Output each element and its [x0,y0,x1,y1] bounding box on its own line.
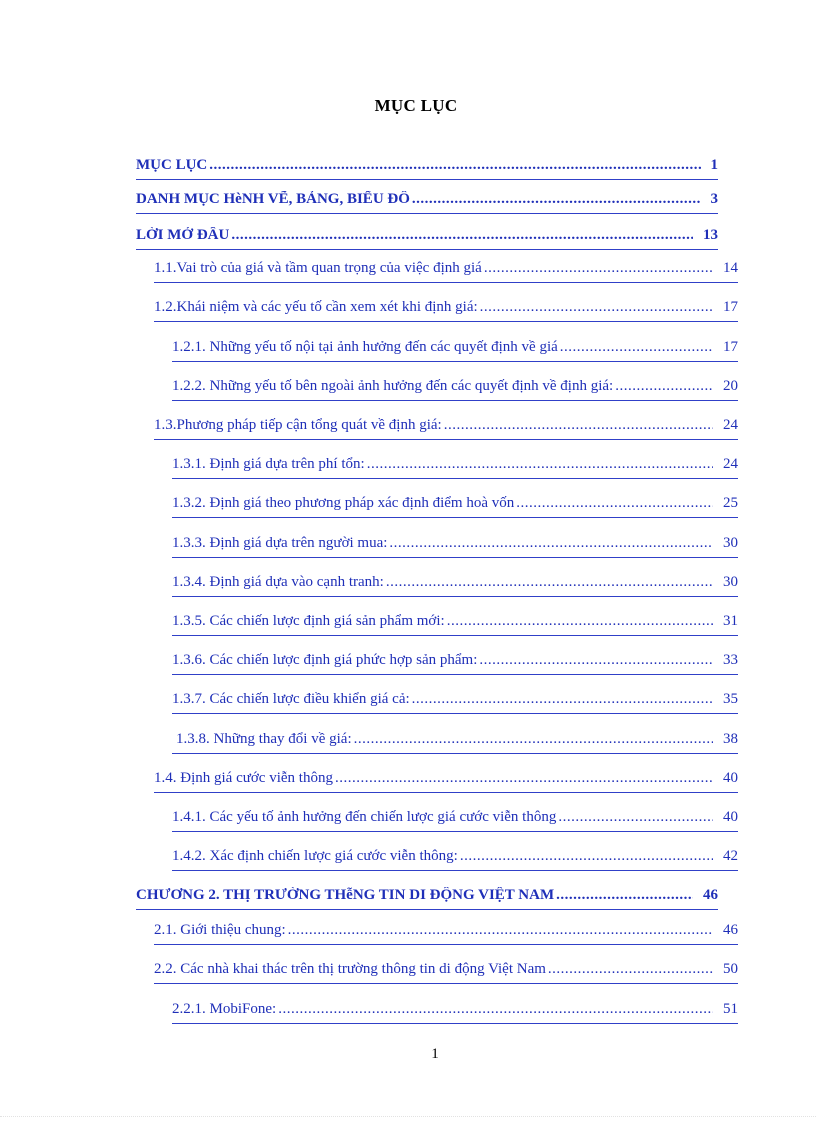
toc-title: MỤC LỤC [374,96,458,115]
toc-entry-text: 1.3.4. Định giá dựa vào cạnh tranh: [172,574,384,590]
toc-entry-page: 31 [723,613,738,629]
toc-entry-page: 30 [723,535,738,551]
toc-entry-text: 1.3.1. Định giá dựa trên phí tổn: [172,456,365,472]
toc-entry[interactable] [172,574,738,597]
toc-entry-page: 25 [723,495,738,511]
toc-leader-dots [231,227,693,244]
toc-leader-dots [479,652,713,669]
toc-entry[interactable] [172,1001,738,1024]
toc-entry-page: 35 [723,691,738,707]
toc-entry[interactable] [136,227,718,250]
toc-entry-text: 1.3.Phương pháp tiếp cận tổng quát về định giá: [154,417,442,433]
toc-leader-dots [556,887,693,904]
toc-entry[interactable] [172,339,738,362]
toc-entry-page: 40 [723,770,738,786]
toc-leader-dots [335,770,713,787]
toc-entry[interactable] [154,961,738,984]
toc-entry-text: 1.1.Vai trò của giá và tầm quan trọng của việc định giá [154,260,482,276]
page-number: 1 [431,1046,439,1062]
toc-entry-page: 20 [723,378,738,394]
toc-entry-page: 14 [723,260,738,276]
toc-entry[interactable] [172,652,738,675]
toc-entry[interactable] [172,848,738,871]
toc-entry-page: 33 [723,652,738,668]
toc-entry-text: 1.2.Khái niệm và các yếu tố cần xem xét khi định giá: [154,299,478,315]
toc-entry-text: 1.2.2. Những yếu tố bên ngoài ảnh hưởng đến các quyết định về định giá: [172,378,614,394]
toc-entry-page: 1 [710,157,718,173]
toc-entry[interactable] [154,922,738,945]
toc-entry-text: DANH MỤC HèNH VẼ, BẢNG, BIỂU ĐỒ [136,191,410,207]
toc-entry[interactable] [172,535,738,558]
toc-entry-page: 13 [703,227,718,243]
toc-entry[interactable] [172,809,738,832]
toc-entry-page: 3 [710,191,718,207]
toc-entry-text: 1.2.1. Những yếu tố nội tại ảnh hưởng đến các quyết định về giá [172,339,558,355]
toc-entry[interactable] [136,887,718,910]
toc-entry[interactable] [154,299,738,322]
toc-leader-dots [615,378,713,395]
toc-entry-text: 1.3.2. Định giá theo phương pháp xác định điểm hoà vốn [172,495,515,511]
toc-entry-page: 30 [723,574,738,590]
toc-leader-dots [558,809,713,826]
toc-entry[interactable] [154,417,738,440]
toc-entry[interactable] [172,456,738,479]
toc-leader-dots [354,731,713,748]
toc-leader-dots [560,339,713,356]
toc-entry[interactable] [172,731,738,754]
toc-leader-dots [412,191,701,208]
toc-entry[interactable] [172,378,738,401]
toc-entry-page: 24 [723,417,738,433]
toc-leader-dots [386,574,713,591]
toc-entry[interactable] [154,260,738,283]
toc-entry-text: 2.2. Các nhà khai thác trên thị trường thông tin di động Việt Nam [154,961,546,977]
toc-entry[interactable] [154,770,738,793]
toc-entry-page: 42 [723,848,738,864]
toc-entry-text: 1.4.2. Xác định chiến lược giá cước viễn thông: [172,848,458,864]
toc-entry-page: 24 [723,456,738,472]
toc-leader-dots [444,417,713,434]
toc-leader-dots [412,691,713,708]
toc-entry-page: 38 [723,731,738,747]
toc-entry-page: 46 [703,887,718,903]
toc-entry[interactable] [136,157,718,180]
toc-entry[interactable] [172,495,738,518]
toc-leader-dots [389,535,713,552]
toc-entry-text: 2.2.1. MobiFone: [172,1001,277,1017]
page-edge-divider [0,1116,816,1118]
toc-entry-text: 1.4.1. Các yếu tố ảnh hưởng đến chiến lược giá cước viễn thông [172,809,557,825]
toc-entry-page: 46 [723,922,738,938]
toc-entry-text: LỜI MỞ ĐẦU [136,227,230,243]
toc-entry-page: 51 [723,1001,738,1017]
toc-leader-dots [484,260,713,277]
toc-entry-page: 50 [723,961,738,977]
toc-entry-text: CHƯƠNG 2. THỊ TRƯỜNG THễNG TIN DI ĐỘNG VIỆT NAM [136,887,555,903]
toc-entry-text: MỤC LỤC [136,157,208,173]
toc-entry-text: 1.4. Định giá cước viễn thông [154,770,333,786]
toc-entry-text: 1.3.8. Những thay đổi về giá: [176,731,352,747]
toc-entry-text: 2.1. Giới thiệu chung: [154,922,286,938]
toc-entry-page: 17 [723,299,738,315]
toc-leader-dots [548,961,713,978]
toc-entry-text: 1.3.6. Các chiến lược định giá phức hợp sản phẩm: [172,652,478,668]
toc-leader-dots [209,157,700,174]
toc-entry[interactable] [136,191,718,214]
toc-entry[interactable] [172,613,738,636]
toc-entry[interactable] [172,691,738,714]
toc-entry-text: 1.3.5. Các chiến lược định giá sản phẩm mới: [172,613,445,629]
toc-leader-dots [278,1001,713,1018]
toc-leader-dots [288,922,713,939]
toc-leader-dots [447,613,713,630]
toc-entry-page: 40 [723,809,738,825]
toc-leader-dots [516,495,713,512]
toc-entry-page: 17 [723,339,738,355]
toc-leader-dots [480,299,713,316]
toc-entry-text: 1.3.3. Định giá dựa trên người mua: [172,535,388,551]
toc-entry-text: 1.3.7. Các chiến lược điều khiển giá cả: [172,691,410,707]
toc-leader-dots [460,848,713,865]
toc-leader-dots [367,456,713,473]
